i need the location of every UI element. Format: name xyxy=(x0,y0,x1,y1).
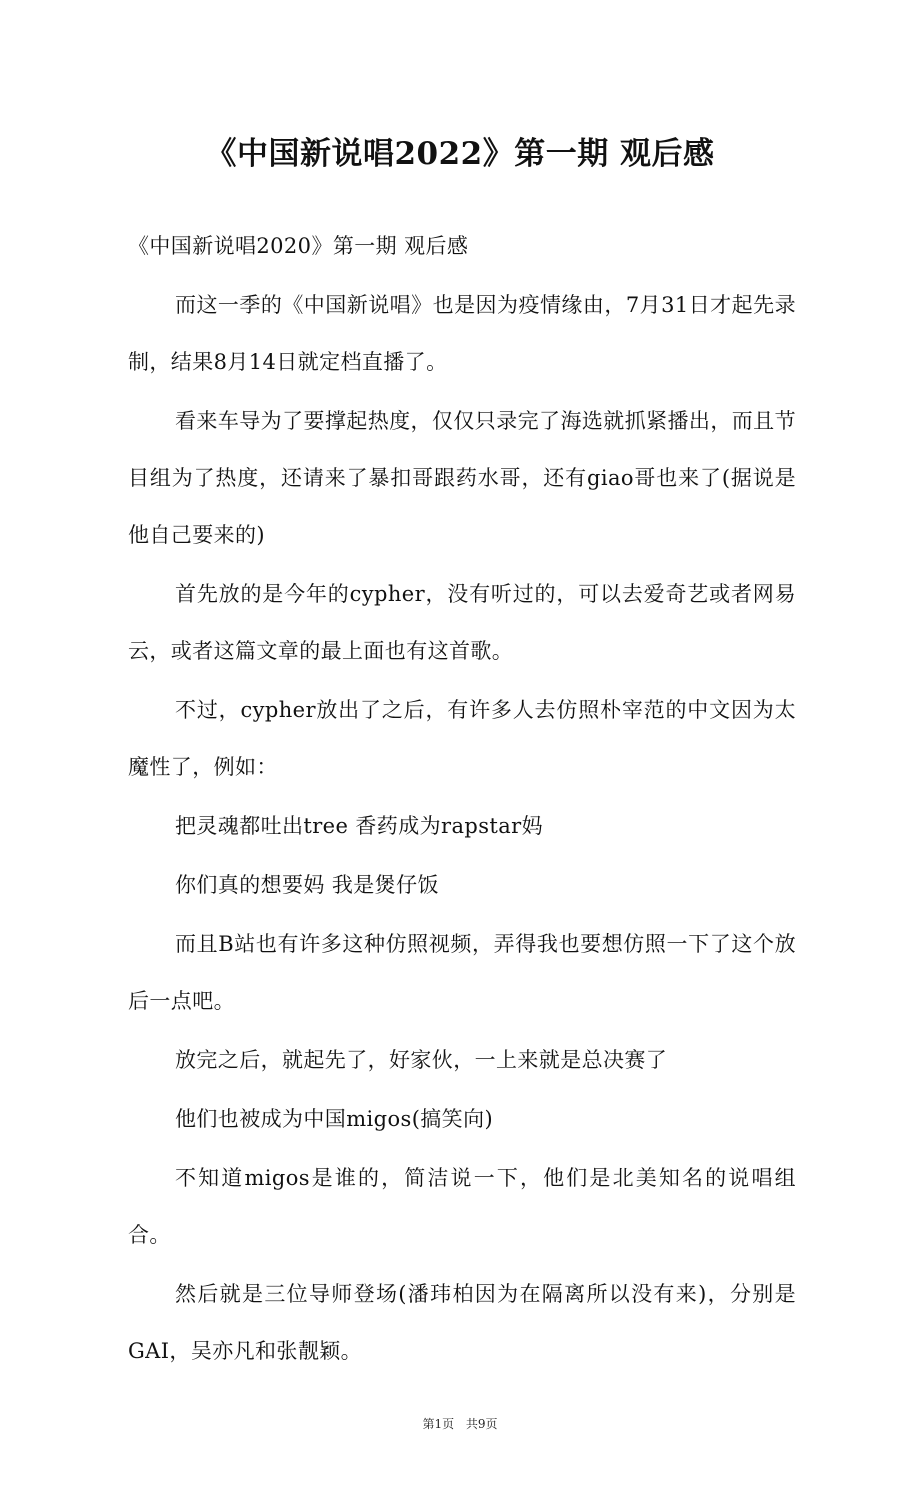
page-total: 共9页 xyxy=(465,1417,498,1431)
paragraph: 放完之后，就起先了，好家伙，一上来就是总决赛了 xyxy=(175,1048,668,1072)
paragraph: 而且B站也有许多这种仿照视频，弄得我也要想仿照一下了这个放后一点吧。 xyxy=(128,932,796,1013)
paragraph: 《中国新说唱2020》第一期 观后感 xyxy=(128,234,469,258)
document-title: 《中国新说唱2022》第一期 观后感 xyxy=(205,136,715,172)
paragraph: 而这一季的《中国新说唱》也是因为疫情缘由，7月31日才起先录制，结果8月14日就定档直播了。 xyxy=(128,293,796,374)
paragraph: 不知道migos是谁的，简洁说一下，他们是北美知名的说唱组合。 xyxy=(128,1166,796,1247)
page-number: 第1页 xyxy=(422,1417,455,1431)
paragraph: 首先放的是今年的cypher，没有听过的，可以去爱奇艺或者网易云，或者这篇文章的最上面也有这首歌。 xyxy=(128,582,796,663)
paragraph: 把灵魂都吐出tree 香药成为rapstar妈 xyxy=(175,814,543,838)
paragraph: 看来车导为了要撑起热度，仅仅只录完了海选就抓紧播出，而且节目组为了热度，还请来了暴扣哥跟药水哥，还有giao哥也来了(据说是他自己要来的) xyxy=(128,409,796,547)
page-footer xyxy=(0,1415,920,1432)
paragraph: 你们真的想要妈 我是煲仔饭 xyxy=(175,873,439,897)
paragraph: 不过，cypher放出了之后，有许多人去仿照朴宰范的中文因为太魔性了，例如： xyxy=(128,698,796,779)
document-body xyxy=(128,218,796,1382)
paragraph: 他们也被成为中国migos(搞笑向) xyxy=(175,1107,494,1131)
paragraph: 然后就是三位导师登场(潘玮柏因为在隔离所以没有来)，分别是GAI，吴亦凡和张靓颖。 xyxy=(128,1282,796,1363)
